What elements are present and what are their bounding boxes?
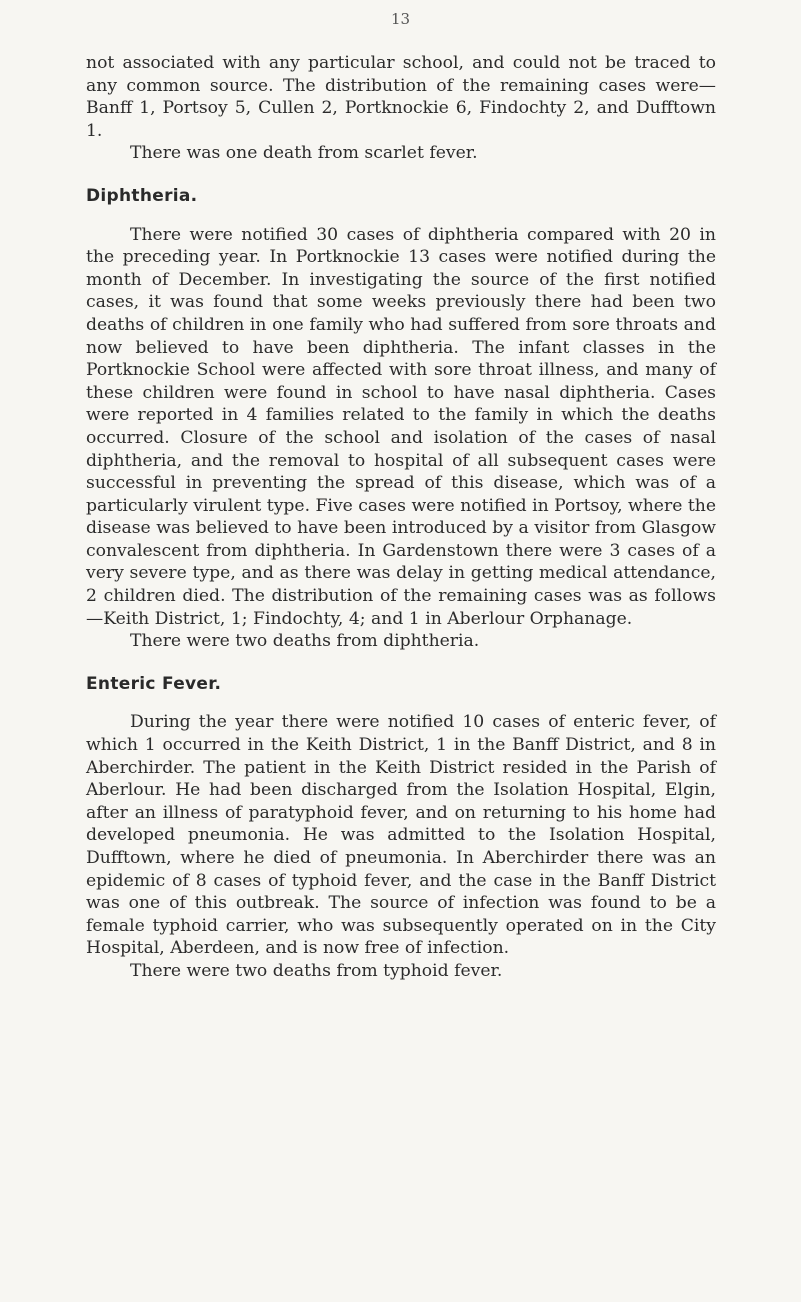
diphtheria-heading: Diphtheria. [86, 185, 198, 206]
scarlet-fever-deaths-paragraph: There was one death from scarlet fever. [130, 143, 478, 164]
page-number: 13 [390, 10, 411, 28]
diphtheria-paragraph: There were notified 30 cases of diphtheria compared with 20 in the preceding year. In Portknockie 13 cases were notified during the month of December. In investigating the source of the first notified cases, it was found that some weeks previously there had been two deaths of children in one family who had suffered from sore throats and now believed to have been diphtheria. The infant classes in the Portknockie School were affected with sore throat illness, and many of these children were found in school to have nasal diphtheria. Cases were reported in 4 families related to the family in which the deaths occurred. Closure of the school and isolation of the cases of nasal diphtheria, and the removal to hospital of all subsequent cases were successful in preventing the spread of this disease, which was of a particularly virulent type. Five cases were notified in Portsoy, where the disease was believed to have been introduced by a visitor from Glasgow convalescent from diphtheria. In Gardenstown there were 3 cases of a very severe type, and as there was delay in getting medical attendance, 2 children died. The distribution of the remaining cases was as follows —Keith District, 1; Findochty, 4; and 1 in Aberlour Orphanage. [86, 224, 716, 629]
intro-paragraph: not associated with any particular school, and could not be traced to any common source. The distribution of the remaining cases were—Banff 1, Portsoy 5, Cullen 2, Portknockie 6, Findochty 2, and Dufftown 1. [86, 53, 716, 141]
typhoid-deaths-paragraph: There were two deaths from typhoid fever. [130, 960, 503, 981]
page-body [86, 52, 716, 983]
diphtheria-deaths-paragraph: There were two deaths from diphtheria. [130, 631, 480, 652]
enteric-fever-heading: Enteric Fever. [86, 673, 222, 694]
enteric-fever-paragraph: During the year there were notified 10 cases of enteric fever, of which 1 occurred in the Keith District, 1 in the Banff District, and 8 in Aberchirder. The patient in the Keith District resided in the Parish of Aberlour. He had been discharged from the Isolation Hospital, Elgin, after an illness of paratyphoid fever, and on returning to his home had developed pneumonia. He was admitted to the Isolation Hospital, Dufftown, where he died of pneumonia. In Aberchirder there was an epidemic of 8 cases of typhoid fever, and the case in the Banff District was one of this outbreak. The source of infection was found to be a female typhoid carrier, who was subsequently operated on in the City Hospital, Aberdeen, and is now free of infection. [86, 712, 716, 959]
